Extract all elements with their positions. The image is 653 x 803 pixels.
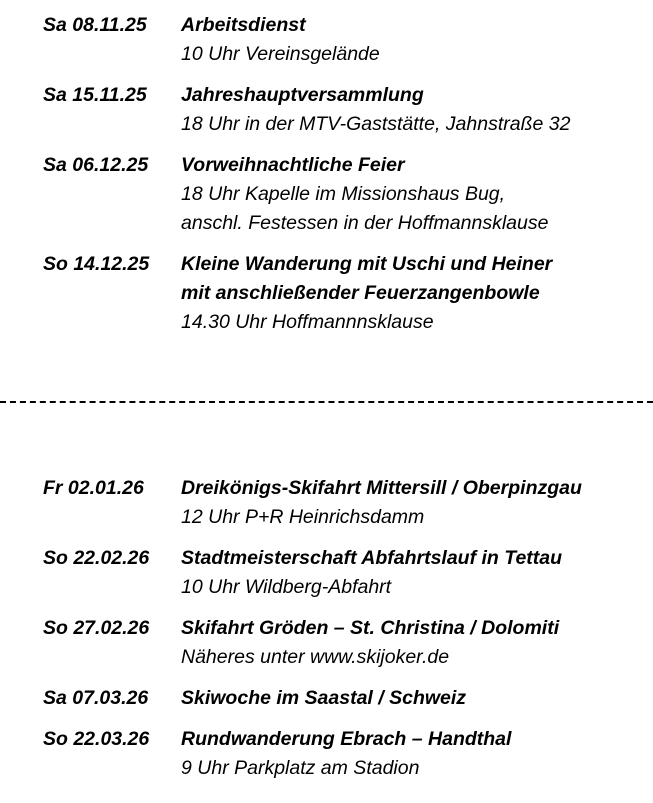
dashed-divider xyxy=(0,401,653,403)
event-info: anschl. Festessen in der Hoffmannsklause xyxy=(181,212,549,234)
event-row xyxy=(0,725,653,783)
events-2026-section xyxy=(0,474,653,783)
event-title: Skifahrt Gröden – St. Christina / Dolomiti xyxy=(181,617,560,639)
event-date: Sa 07.03.26 xyxy=(43,687,149,709)
event-details xyxy=(181,250,653,337)
event-title: Kleine Wanderung mit Uschi und Heiner xyxy=(181,253,553,275)
event-details xyxy=(181,11,653,69)
event-info: 10 Uhr Wildberg-Abfahrt xyxy=(181,576,392,598)
event-title: Stadtmeisterschaft Abfahrtslauf in Tettau xyxy=(181,547,563,569)
event-date: So 22.03.26 xyxy=(43,728,150,750)
event-date: Sa 08.11.25 xyxy=(43,14,147,36)
event-date: Sa 06.12.25 xyxy=(43,154,149,176)
event-row xyxy=(0,544,653,602)
event-details xyxy=(181,614,653,672)
event-title: Skiwoche im Saastal / Schweiz xyxy=(181,687,467,709)
event-info: 14.30 Uhr Hoffmannnsklause xyxy=(181,311,434,333)
event-title: Jahreshauptversammlung xyxy=(181,84,424,106)
event-details xyxy=(181,81,653,139)
event-title: Arbeitsdienst xyxy=(181,14,306,36)
event-info: 12 Uhr P+R Heinrichsdamm xyxy=(181,506,425,528)
event-details xyxy=(181,684,653,713)
event-date: So 14.12.25 xyxy=(43,253,150,275)
event-info: 10 Uhr Vereinsgelände xyxy=(181,43,380,65)
event-details xyxy=(181,725,653,783)
event-info: 9 Uhr Parkplatz am Stadion xyxy=(181,757,420,779)
event-title: Vorweihnachtliche Feier xyxy=(181,154,405,176)
event-row xyxy=(0,151,653,238)
event-row xyxy=(0,474,653,532)
event-row xyxy=(0,684,653,713)
event-details xyxy=(181,544,653,602)
event-title: Dreikönigs-Skifahrt Mittersill / Oberpinzgau xyxy=(181,477,582,499)
event-details xyxy=(181,151,653,238)
event-title: mit anschließender Feuerzangenbowle xyxy=(181,282,540,304)
event-row xyxy=(0,11,653,69)
event-row xyxy=(0,81,653,139)
event-info: Näheres unter www.skijoker.de xyxy=(181,646,450,668)
event-date: Fr 02.01.26 xyxy=(43,477,144,499)
events-2025-section xyxy=(0,11,653,337)
event-row xyxy=(0,250,653,337)
event-title: Rundwanderung Ebrach – Handthal xyxy=(181,728,512,750)
event-info: 18 Uhr in der MTV-Gaststätte, Jahnstraße 32 xyxy=(181,113,571,135)
event-info: 18 Uhr Kapelle im Missionshaus Bug, xyxy=(181,183,506,205)
event-details xyxy=(181,474,653,532)
event-date: So 22.02.26 xyxy=(43,547,150,569)
event-date: Sa 15.11.25 xyxy=(43,84,147,106)
event-date: So 27.02.26 xyxy=(43,617,150,639)
event-row xyxy=(0,614,653,672)
